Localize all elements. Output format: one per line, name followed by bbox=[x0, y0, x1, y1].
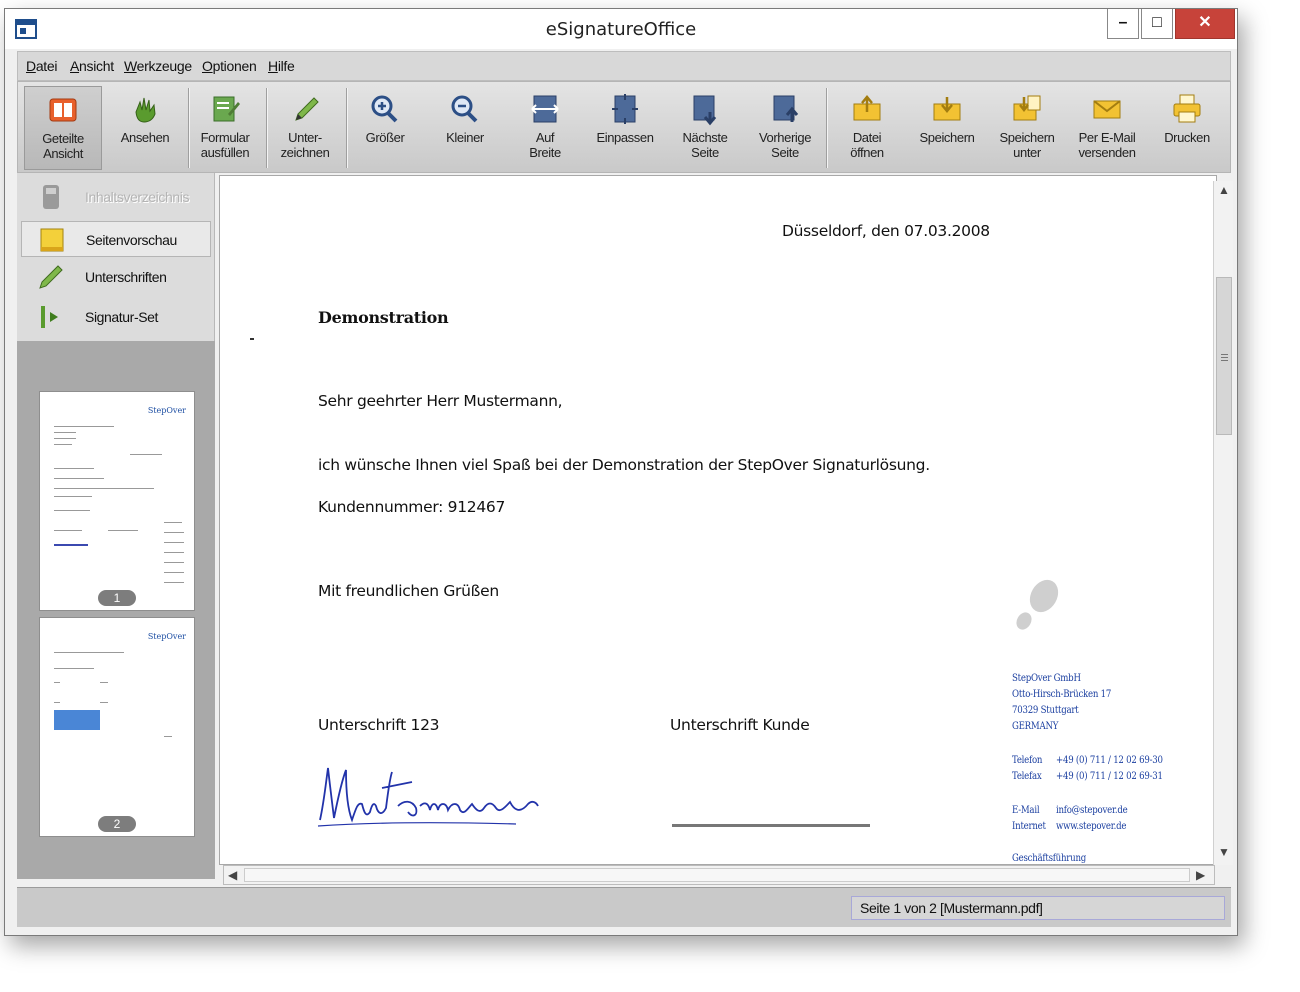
previous-page-icon bbox=[768, 92, 802, 126]
company-name: StepOver GmbH bbox=[1012, 672, 1081, 684]
horizontal-scrollbar-thumb[interactable] bbox=[244, 868, 1190, 882]
sign-button[interactable]: Unter- zeichnen bbox=[266, 86, 344, 170]
page-preview-icon bbox=[38, 227, 66, 253]
vertical-scrollbar-thumb[interactable] bbox=[1216, 277, 1232, 435]
split-view-button[interactable]: Geteilte Ansicht bbox=[24, 86, 102, 170]
document-title: Demonstration bbox=[318, 308, 449, 327]
company-street: Otto-Hirsch-Brücken 17 bbox=[1012, 688, 1112, 700]
next-page-icon bbox=[688, 92, 722, 126]
scroll-right-icon[interactable]: ▶ bbox=[1196, 868, 1206, 882]
page-thumbnails-panel bbox=[17, 341, 215, 879]
open-file-button[interactable]: Datei öffnen bbox=[828, 86, 906, 170]
nav-item-signatures[interactable]: Unterschriften bbox=[21, 259, 211, 295]
scroll-left-icon[interactable]: ◀ bbox=[228, 868, 238, 882]
menu-datei[interactable]: Datei bbox=[26, 58, 58, 74]
signature-set-icon bbox=[37, 304, 65, 330]
title-bar[interactable] bbox=[5, 9, 1237, 49]
document-salutation: Sehr geehrter Herr Mustermann, bbox=[318, 392, 563, 410]
app-window bbox=[4, 8, 1238, 936]
status-bar bbox=[17, 887, 1231, 927]
company-fax: +49 (0) 711 / 12 02 69-31 bbox=[1056, 770, 1163, 782]
thumbnail-page-number: 1 bbox=[98, 590, 136, 606]
document-closing: Mit freundlichen Grüßen bbox=[318, 582, 499, 600]
company-city: 70329 Stuttgart bbox=[1012, 704, 1079, 716]
menu-ansicht[interactable]: Ansicht bbox=[70, 58, 114, 74]
thumbnail-logo: StepOver bbox=[147, 406, 186, 415]
pen-icon bbox=[288, 92, 322, 126]
document-date-line: Düsseldorf, den 07.03.2008 bbox=[782, 222, 990, 240]
left-navigation bbox=[17, 173, 215, 341]
menu-hilfe[interactable]: Hilfe bbox=[268, 58, 295, 74]
fit-width-button[interactable]: Auf Breite bbox=[506, 86, 584, 170]
zoom-in-icon bbox=[368, 92, 402, 126]
zoom-out-icon bbox=[448, 92, 482, 126]
previous-page-button[interactable]: Vorherige Seite bbox=[746, 86, 824, 170]
company-email-label: E-Mail bbox=[1012, 804, 1040, 816]
scroll-up-icon[interactable]: ▲ bbox=[1218, 183, 1230, 197]
open-file-icon bbox=[850, 92, 884, 126]
thumbnail-logo: StepOver bbox=[147, 632, 186, 641]
fit-page-button[interactable]: Einpassen bbox=[586, 86, 664, 170]
company-country: GERMANY bbox=[1012, 720, 1059, 732]
zoom-out-button[interactable]: Kleiner bbox=[426, 86, 504, 170]
menu-bar bbox=[17, 51, 1231, 81]
split-view-icon bbox=[46, 93, 80, 127]
close-button[interactable]: ✕ bbox=[1175, 9, 1235, 39]
email-button[interactable]: Per E-Mail versenden bbox=[1068, 86, 1146, 170]
table-of-contents-icon bbox=[37, 184, 65, 210]
save-as-icon bbox=[1010, 92, 1044, 126]
pen-icon bbox=[37, 264, 65, 290]
menu-werkzeuge[interactable]: Werkzeuge bbox=[124, 58, 192, 74]
toolbar bbox=[17, 81, 1231, 173]
maximize-button[interactable]: □ bbox=[1141, 9, 1173, 39]
minimize-button[interactable]: – bbox=[1107, 9, 1139, 39]
save-button[interactable]: Speichern bbox=[908, 86, 986, 170]
document-customer-number: Kundennummer: 912467 bbox=[318, 498, 506, 516]
zoom-in-button[interactable]: Größer bbox=[346, 86, 424, 170]
company-email: info@stepover.de bbox=[1056, 804, 1128, 816]
company-fax-label: Telefax bbox=[1012, 770, 1042, 782]
company-phone: +49 (0) 711 / 12 02 69-30 bbox=[1056, 754, 1163, 766]
print-button[interactable]: Drucken bbox=[1148, 86, 1226, 170]
vertical-scrollbar[interactable] bbox=[1213, 181, 1233, 865]
nav-item-table-of-contents[interactable]: Inhaltsverzeichnis bbox=[21, 179, 211, 215]
status-page-info: Seite 1 von 2 [Mustermann.pdf] bbox=[851, 896, 1225, 920]
horizontal-scrollbar[interactable] bbox=[223, 865, 1215, 885]
company-more: Geschäftsführung bbox=[1012, 852, 1087, 864]
thumbnail-signature-field bbox=[54, 710, 100, 730]
company-web-label: Internet bbox=[1012, 820, 1046, 832]
save-icon bbox=[930, 92, 964, 126]
thumbnail-page-number: 2 bbox=[98, 816, 136, 832]
company-web: www.stepover.de bbox=[1056, 820, 1127, 832]
signature-label-1: Unterschrift 123 bbox=[318, 716, 440, 734]
nav-item-page-preview[interactable]: Seitenvorschau bbox=[21, 221, 211, 257]
page-thumbnail-1[interactable] bbox=[39, 391, 195, 611]
fit-page-icon bbox=[608, 92, 642, 126]
customer-signature-line[interactable] bbox=[672, 824, 870, 827]
company-phone-label: Telefon bbox=[1012, 754, 1043, 766]
window-title: eSignatureOffice bbox=[545, 19, 697, 40]
email-icon bbox=[1090, 92, 1124, 126]
next-page-button[interactable]: Nächste Seite bbox=[666, 86, 744, 170]
fit-width-icon bbox=[528, 92, 562, 126]
view-button[interactable]: Ansehen bbox=[106, 86, 184, 170]
menu-optionen[interactable]: Optionen bbox=[202, 58, 257, 74]
scroll-down-icon[interactable]: ▼ bbox=[1218, 845, 1230, 859]
handwritten-signature bbox=[316, 762, 542, 828]
save-as-button[interactable]: Speichern unter bbox=[988, 86, 1066, 170]
form-fill-icon bbox=[208, 92, 242, 126]
page-thumbnail-2[interactable] bbox=[39, 617, 195, 837]
printer-icon bbox=[1170, 92, 1204, 126]
document-viewer[interactable] bbox=[219, 175, 1217, 865]
hand-icon bbox=[128, 92, 162, 126]
signature-label-2: Unterschrift Kunde bbox=[670, 716, 810, 734]
fill-form-button[interactable]: Formular ausfüllen bbox=[186, 86, 264, 170]
nav-item-signature-set[interactable]: Signatur-Set bbox=[21, 299, 211, 335]
document-body: ich wünsche Ihnen viel Spaß bei der Demonstration der StepOver Signaturlösung. bbox=[318, 456, 930, 474]
footprint-logo-icon bbox=[1014, 578, 1060, 634]
